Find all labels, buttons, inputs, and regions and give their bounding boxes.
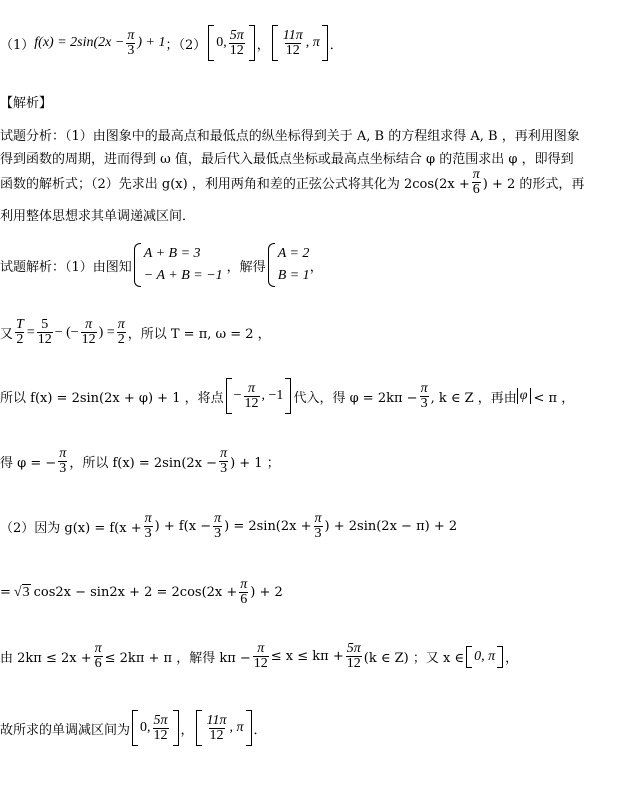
analysis-line-2: 得到函数的周期，进而得到 ω 值，最后代入最低点坐标或最高点坐标结合 φ 的范围求出 φ ，即得到 — [0, 152, 574, 167]
bracket — [196, 710, 202, 746]
text: ) + 2 — [250, 585, 283, 600]
analysis-line-1: 试题分析：（1）由图象中的最高点和最低点的纵坐标得到关于 A, B 的方程组求得 A, B ，再利用图象 — [0, 129, 580, 144]
fraction: $\frac{\pi}{3}$ — [220, 446, 228, 476]
text: 函数的解析式；（2）先求出 g(x) ，利用两角和差的正弦公式将其化为 2cos(2x + — [0, 177, 470, 192]
text: 由 2kπ ≤ 2x + — [0, 651, 92, 666]
period: ． — [329, 37, 343, 53]
fraction: $\frac{\pi}{3}$ — [314, 511, 322, 541]
text: ) = 2sin(2x + — [224, 519, 312, 534]
text: ) = — [98, 324, 115, 340]
text: 0, π — [474, 648, 496, 664]
fraction: $\frac{5\pi}{12}$ — [229, 27, 244, 58]
bracket — [208, 25, 214, 61]
fraction: $\frac{5\pi}{12}$ — [346, 641, 361, 671]
bracket — [466, 646, 472, 668]
text: ，解得 — [226, 259, 266, 275]
fraction: $\frac{\pi}{12}$ — [81, 317, 96, 347]
bracket — [249, 25, 255, 61]
fraction: $\frac{\pi}{3}$ — [127, 27, 135, 58]
formula: ) + 1 — [137, 35, 166, 50]
formula: f(x) = 2sin(2x − — [34, 35, 125, 50]
text: ) + f(x − — [154, 519, 212, 534]
text: ≤ 2kπ + π ，解得 kπ − — [104, 651, 251, 666]
sqrt-sign: √ — [13, 584, 22, 600]
analysis-line-3 — [0, 168, 584, 197]
solution-line-1 — [0, 243, 323, 287]
bracket — [132, 710, 138, 746]
separator: ， — [180, 722, 194, 738]
text: 所以 f(x) = 2sin(2x + φ) + 1 ，将点 — [0, 390, 224, 406]
solution-line-4 — [0, 447, 280, 476]
fraction: $\frac{\pi}{3}$ — [144, 511, 152, 541]
fraction: $\frac{\pi}{3}$ — [214, 511, 222, 541]
section-heading: 【解析】 — [0, 96, 53, 111]
fraction: $\frac{T}{2}$ — [16, 317, 24, 347]
text: 又 — [0, 327, 14, 342]
answer-line: （1） f(x) = 2sin(2x − $\frac{\pi}{3}$ ) + 1 ；（2） 0, $\frac{5\pi}{12}$ ， $\frac{11\pi}{12}$ , π ． — [0, 25, 343, 61]
fraction: $\frac{\pi}{6}$ — [240, 577, 248, 607]
fraction: $\frac{5}{12}$ — [37, 317, 52, 347]
text: ) + 2sin(2x − π) + 2 — [324, 519, 458, 534]
text: 故所求的单调减区间为 — [0, 722, 131, 738]
text: （2）因为 g(x) = f(x + — [0, 521, 142, 536]
text: ， — [309, 259, 323, 275]
fraction: $\frac{\pi}{12}$ — [244, 380, 259, 411]
fraction: $\frac{\pi}{6}$ — [472, 167, 480, 197]
analysis-line-4: 利用整体思想求其单调递减区间． — [0, 209, 196, 224]
abs-value: φ — [517, 388, 531, 404]
text: ≤ x ≤ kπ + — [270, 649, 344, 664]
fraction: $\frac{\pi}{6}$ — [94, 641, 102, 671]
bracket — [497, 646, 503, 668]
solution-line-6 — [0, 578, 283, 607]
text: 得 φ = − — [0, 456, 57, 471]
text: − (− — [54, 324, 79, 340]
part1-label: （1） — [0, 37, 35, 53]
bracket — [226, 378, 232, 414]
text: 试题解析：（1）由图知 — [0, 259, 132, 275]
equation-system: A + B = 3 − A + B = −1 — [134, 243, 223, 287]
text: ，所以 T = π, ω = 2 ， — [127, 327, 271, 342]
text: < π ， — [533, 390, 575, 406]
period: ． — [253, 722, 267, 738]
solution-line-7 — [0, 642, 518, 671]
bracket — [246, 710, 252, 746]
fraction: $\frac{\pi}{12}$ — [253, 641, 268, 671]
text: ) + 2 的形式，再 — [482, 177, 585, 192]
text: , k ∈ Z ，再由 — [430, 390, 517, 406]
text: (k ∈ Z) ；又 x ∈ — [363, 651, 465, 666]
solution-line-8: 故所求的单调减区间为 0, $\frac{5\pi}{12}$ ， $\frac{11\pi}{12}$ , π ． — [0, 710, 267, 746]
part2-label: ；（2） — [165, 37, 207, 53]
bracket — [173, 710, 179, 746]
bracket — [285, 378, 291, 414]
equation-system: A = 2 B = 1 — [268, 243, 310, 287]
text: 代入，得 φ = 2kπ − — [293, 390, 418, 406]
text: = — [0, 585, 11, 600]
text: = — [26, 324, 35, 340]
text: ， — [505, 651, 519, 666]
fraction: $\frac{11\pi}{12}$ — [282, 27, 303, 58]
solution-line-5 — [0, 512, 457, 541]
fraction: $\frac{\pi}{3}$ — [59, 446, 67, 476]
separator: ， — [256, 37, 270, 53]
fraction: $\frac{11\pi}{12}$ — [206, 712, 227, 743]
bracket — [272, 25, 278, 61]
text: cos2x − sin2x + 2 = 2cos(2x + — [33, 585, 238, 600]
bracket — [322, 25, 328, 61]
fraction: $\frac{\pi}{2}$ — [117, 317, 125, 347]
sqrt-radicand: 3 — [22, 585, 30, 600]
text: ，所以 f(x) = 2sin(2x − — [69, 456, 218, 471]
fraction: $\frac{5\pi}{12}$ — [153, 712, 168, 743]
fraction: $\frac{\pi}{3}$ — [420, 380, 428, 411]
solution-line-3: 所以 f(x) = 2sin(2x + φ) + 1 ，将点 − $\frac{\pi}{12}$ , −1 代入，得 φ = 2kπ − $\frac{\pi}{3}$ , k ∈ Z ，再由 φ < π ， — [0, 378, 574, 414]
solution-line-2 — [0, 318, 271, 347]
text: ) + 1 ； — [230, 456, 280, 471]
